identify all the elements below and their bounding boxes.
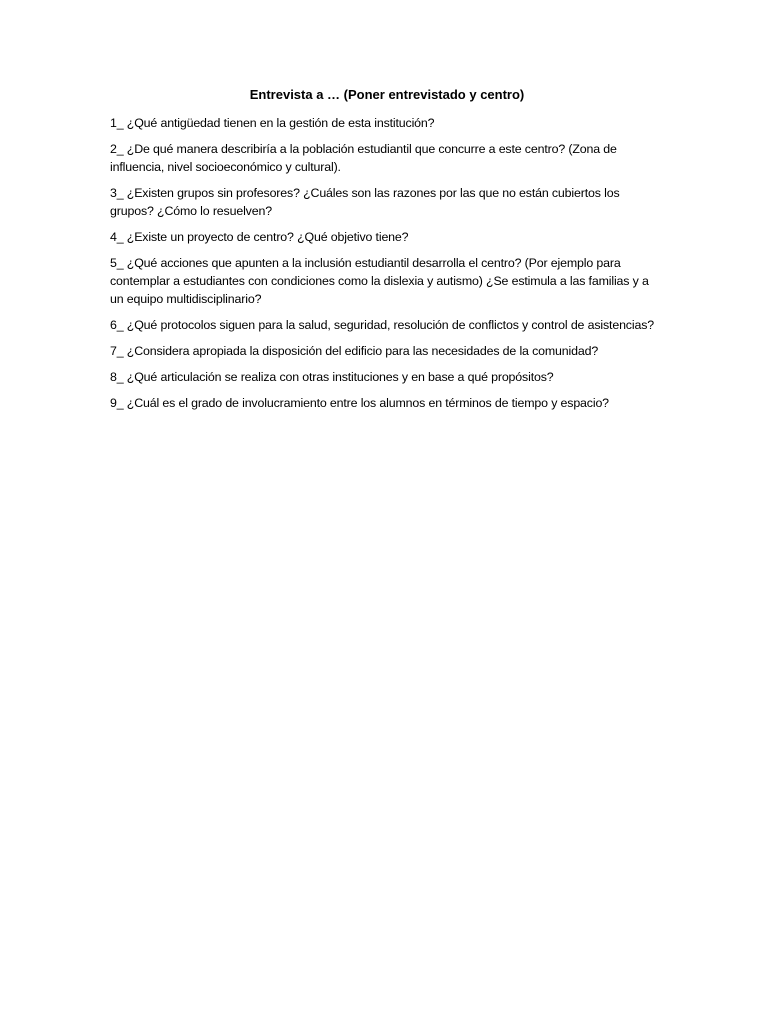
question-3: 3_ ¿Existen grupos sin profesores? ¿Cuáles son las razones por las que no están cubiertos los grupos? ¿Cómo lo resuelven? — [110, 186, 620, 218]
question-7: 7_ ¿Considera apropiada la disposición del edificio para las necesidades de la comunidad? — [110, 344, 599, 358]
question-5: 5_ ¿Qué acciones que apunten a la inclusión estudiantil desarrolla el centro? (Por ejemplo para contemplar a estudiantes con condiciones como la dislexia y autismo) ¿Se estimula a las familias y a un equipo multidisciplinario? — [110, 256, 649, 306]
question-2: 2_ ¿De qué manera describiría a la población estudiantil que concurre a este centro? (Zona de influencia, nivel socioeconómico y cultural). — [110, 142, 617, 174]
question-1: 1_ ¿Qué antigüedad tienen en la gestión de esta institución? — [110, 116, 435, 130]
document-title: Entrevista a … (Poner entrevistado y centro) — [249, 87, 525, 102]
question-6: 6_ ¿Qué protocolos siguen para la salud, seguridad, resolución de conflictos y control de asistencias? — [110, 318, 654, 332]
question-list — [110, 114, 658, 412]
question-4: 4_ ¿Existe un proyecto de centro? ¿Qué objetivo tiene? — [110, 230, 409, 244]
question-8: 8_ ¿Qué articulación se realiza con otras instituciones y en base a qué propósitos? — [110, 370, 554, 384]
question-9: 9_ ¿Cuál es el grado de involucramiento entre los alumnos en términos de tiempo y espacio? — [110, 396, 609, 410]
